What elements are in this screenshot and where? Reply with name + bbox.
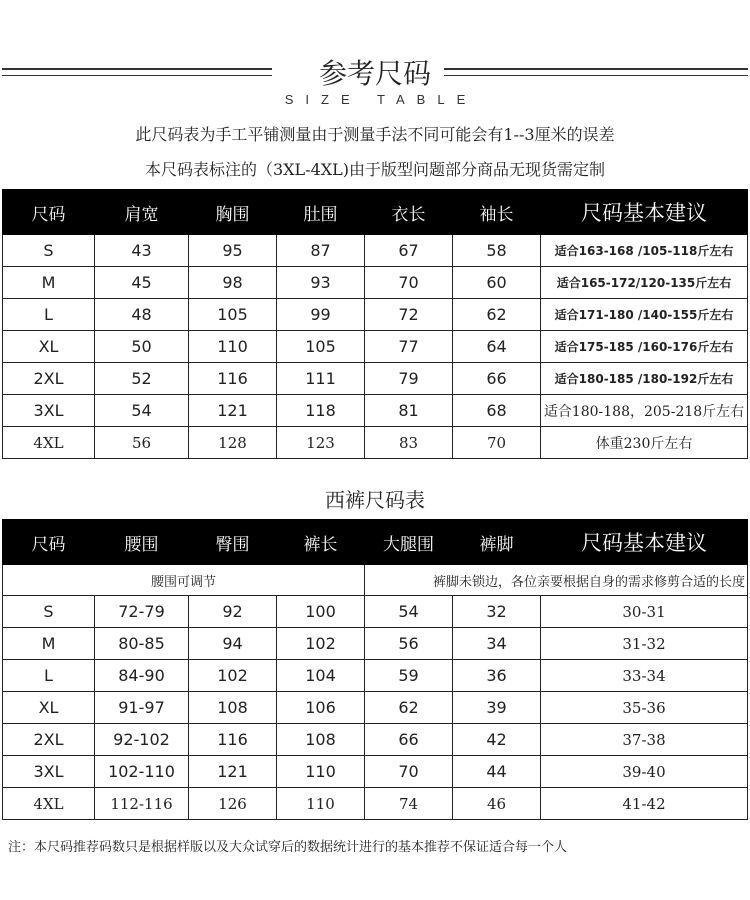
table-cell: 44	[453, 756, 541, 788]
table-cell: 4XL	[3, 788, 95, 820]
table-cell: 43	[95, 235, 189, 267]
header-cell: 腰围	[95, 520, 189, 565]
table-cell: 适合180-185 /180-192斤左右	[541, 363, 748, 395]
table-cell: 58	[453, 235, 541, 267]
table-cell: 111	[277, 363, 365, 395]
pants-size-table	[2, 519, 748, 820]
table-cell: 108	[189, 692, 277, 724]
top-size-table	[2, 189, 748, 459]
table-cell: 91-97	[95, 692, 189, 724]
table-cell: 体重230斤左右	[541, 427, 748, 459]
table-cell: 81	[365, 395, 453, 427]
table-row	[3, 235, 748, 267]
table-cell: 62	[365, 692, 453, 724]
hem-unfinished-note: 裤脚未锁边，各位亲要根据自身的需求修剪合适的长度	[365, 565, 748, 596]
table-cell: 92-102	[95, 724, 189, 756]
table-cell: 99	[277, 299, 365, 331]
top-table-header-row	[3, 190, 748, 235]
table-row	[3, 660, 748, 692]
table-cell: 116	[189, 363, 277, 395]
table-cell: 37-38	[541, 724, 748, 756]
table-cell: 66	[453, 363, 541, 395]
table-cell: 46	[453, 788, 541, 820]
table-cell: 45	[95, 267, 189, 299]
table-cell: 48	[95, 299, 189, 331]
header-cell: 尺码	[3, 190, 95, 235]
table-cell: 50	[95, 331, 189, 363]
table-cell: 84-90	[95, 660, 189, 692]
page-title: 参考尺码	[318, 57, 431, 90]
table-cell: 83	[365, 427, 453, 459]
table-cell: 3XL	[3, 756, 95, 788]
table-cell: 70	[365, 756, 453, 788]
table-cell: 105	[277, 331, 365, 363]
table-cell: 56	[365, 628, 453, 660]
table-row	[3, 363, 748, 395]
table-cell: XL	[3, 692, 95, 724]
table-cell: 39	[453, 692, 541, 724]
table-row	[3, 724, 748, 756]
header-cell: 尺码基本建议	[541, 520, 748, 565]
table-cell: 39-40	[541, 756, 748, 788]
table-cell: 105	[189, 299, 277, 331]
table-cell: 87	[277, 235, 365, 267]
table-cell: 32	[453, 596, 541, 628]
table-row	[3, 628, 748, 660]
table-cell: 适合171-180 /140-155斤左右	[541, 299, 748, 331]
table-cell: S	[3, 235, 95, 267]
table-cell: 72-79	[95, 596, 189, 628]
table-row	[3, 299, 748, 331]
table-row	[3, 331, 748, 363]
header-cell: 大腿围	[365, 520, 453, 565]
table-cell: L	[3, 299, 95, 331]
custom-order-note: 本尺码表标注的（3XL-4XL)由于版型问题部分商品无现货需定制	[144, 160, 606, 179]
table-cell: 3XL	[3, 395, 95, 427]
header-cell: 衣长	[365, 190, 453, 235]
table-cell: 62	[453, 299, 541, 331]
table-row	[3, 427, 748, 459]
table-cell: 92	[189, 596, 277, 628]
table-cell: 64	[453, 331, 541, 363]
table-cell: 适合180-188，205-218斤左右	[541, 395, 748, 427]
table-cell: 100	[277, 596, 365, 628]
table-cell: 67	[365, 235, 453, 267]
waist-adjustable-note: 腰围可调节	[3, 565, 365, 596]
table-cell: 118	[277, 395, 365, 427]
table-cell: 98	[189, 267, 277, 299]
pants-table-header-row	[3, 520, 748, 565]
table-cell: 适合175-185 /160-176斤左右	[541, 331, 748, 363]
table-cell: 123	[277, 427, 365, 459]
table-cell: 106	[277, 692, 365, 724]
header-cell: 臀围	[189, 520, 277, 565]
header-cell: 肚围	[277, 190, 365, 235]
table-cell: 4XL	[3, 427, 95, 459]
table-cell: 93	[277, 267, 365, 299]
table-cell: 79	[365, 363, 453, 395]
table-cell: 34	[453, 628, 541, 660]
footer-disclaimer: 注：本尺码推荐码数只是根据样版以及大众试穿后的数据统计进行的基本推荐不保证适合每一个人	[8, 840, 568, 855]
table-cell: 54	[365, 596, 453, 628]
table-cell: 52	[95, 363, 189, 395]
table-cell: 102	[189, 660, 277, 692]
table-cell: 112-116	[95, 788, 189, 820]
table-cell: 68	[453, 395, 541, 427]
table-cell: 59	[365, 660, 453, 692]
page-subtitle: SIZE TABLE	[284, 92, 478, 107]
table-cell: 95	[189, 235, 277, 267]
table-cell: 42	[453, 724, 541, 756]
table-cell: 110	[189, 331, 277, 363]
table-cell: 35-36	[541, 692, 748, 724]
table-row	[3, 267, 748, 299]
pants-info-row	[3, 565, 748, 596]
table-cell: 30-31	[541, 596, 748, 628]
table-cell: 110	[277, 756, 365, 788]
table-cell: 70	[365, 267, 453, 299]
table-cell: 66	[365, 724, 453, 756]
table-cell: 116	[189, 724, 277, 756]
pants-table-title: 西裤尺码表	[325, 488, 425, 512]
header-cell: 尺码基本建议	[541, 190, 748, 235]
table-cell: 41-42	[541, 788, 748, 820]
header-cell: 肩宽	[95, 190, 189, 235]
table-cell: 104	[277, 660, 365, 692]
table-cell: 36	[453, 660, 541, 692]
table-row	[3, 596, 748, 628]
table-cell: M	[3, 628, 95, 660]
table-cell: 121	[189, 756, 277, 788]
table-cell: 适合163-168 /105-118斤左右	[541, 235, 748, 267]
table-row	[3, 692, 748, 724]
table-cell: 74	[365, 788, 453, 820]
table-cell: 102-110	[95, 756, 189, 788]
table-cell: S	[3, 596, 95, 628]
table-cell: 33-34	[541, 660, 748, 692]
header-cell: 胸围	[189, 190, 277, 235]
table-row	[3, 788, 748, 820]
table-cell: 70	[453, 427, 541, 459]
table-cell: 56	[95, 427, 189, 459]
table-cell: 2XL	[3, 363, 95, 395]
table-cell: M	[3, 267, 95, 299]
table-cell: L	[3, 660, 95, 692]
table-cell: 72	[365, 299, 453, 331]
table-row	[3, 756, 748, 788]
table-cell: 54	[95, 395, 189, 427]
table-cell: 80-85	[95, 628, 189, 660]
header-cell: 裤长	[277, 520, 365, 565]
table-cell: 108	[277, 724, 365, 756]
header-cell: 尺码	[3, 520, 95, 565]
table-cell: 126	[189, 788, 277, 820]
table-row	[3, 395, 748, 427]
table-cell: 121	[189, 395, 277, 427]
table-cell: XL	[3, 331, 95, 363]
table-cell: 110	[277, 788, 365, 820]
table-cell: 适合165-172/120-135斤左右	[541, 267, 748, 299]
table-cell: 77	[365, 331, 453, 363]
measurement-note: 此尺码表为手工平铺测量由于测量手法不同可能会有1--3厘米的误差	[135, 125, 615, 144]
table-cell: 102	[277, 628, 365, 660]
table-cell: 128	[189, 427, 277, 459]
table-cell: 94	[189, 628, 277, 660]
table-cell: 2XL	[3, 724, 95, 756]
table-cell: 31-32	[541, 628, 748, 660]
header-cell: 袖长	[453, 190, 541, 235]
header-cell: 裤脚	[453, 520, 541, 565]
table-cell: 60	[453, 267, 541, 299]
